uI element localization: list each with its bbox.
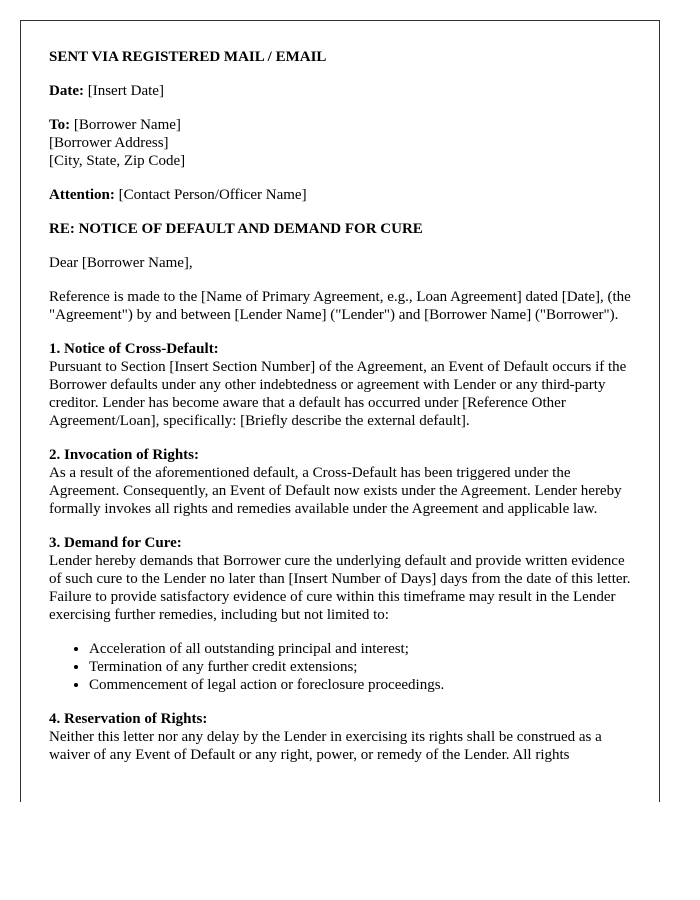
section-heading: 1. Notice of Cross-Default: [49,341,219,357]
date-line: Date: [Insert Date] [49,83,164,99]
remedies-list [49,640,631,694]
section-invocation [49,446,631,518]
section-demand [49,534,631,694]
recipient-block: To: [Borrower Name] [Borrower Address] [City, State, Zip Code] [49,117,186,169]
list-item: • Acceleration of all outstanding principal and interest; [89,640,631,658]
letter-page [20,20,660,802]
section-heading: 2. Invocation of Rights: [49,447,200,463]
section-body: As a result of the aforementioned default, a Cross-Default has been triggered under the Agreement. Consequently, an Event of Default now exists under the Agreement. Lender hereby formally invokes all rights and remedies available under the Agreement and applicable law. [49,465,622,517]
sent-via-line: SENT VIA REGISTERED MAIL / EMAIL [49,49,327,65]
intro-paragraph: Reference is made to the [Name of Primary Agreement, e.g., Loan Agreement] dated [Date], (the "Agreement") by and between [Lender Name] ("Lender") and [Borrower Name] ("Borrower"). [49,289,631,323]
section-cross-default [49,340,631,430]
section-body: Neither this letter nor any delay by the Lender in exercising its rights shall be construed as a waiver of any Event of Default or any right, power, or remedy of the Lender. All rights [49,729,602,763]
section-body: Pursuant to Section [Insert Section Number] of the Agreement, an Event of Default occurs if the Borrower defaults under any other indebtedness or agreement with Lender or any third-party creditor. Lender has become aware that a default has occurred under [Reference Other Agreement/Loan], specifically: [Briefly describe the external default]. [49,359,627,429]
section-body: Lender hereby demands that Borrower cure the underlying default and provide written evidence of such cure to the Lender no later than [Insert Number of Days] days from the date of this letter. Failure to provide satisfactory evidence of cure within this timeframe may result in the Lender exercising further remedies, including but not limited to: [49,553,631,623]
attention-line: Attention: [Contact Person/Officer Name] [49,187,307,203]
list-item: • Commencement of legal action or foreclosure proceedings. [89,676,631,694]
section-heading: 3. Demand for Cure: [49,535,182,551]
subject-line: RE: NOTICE OF DEFAULT AND DEMAND FOR CURE [49,221,423,237]
list-item: • Termination of any further credit extensions; [89,658,631,676]
salutation: Dear [Borrower Name], [49,255,193,271]
section-reservation [49,710,631,764]
section-heading: 4. Reservation of Rights: [49,711,208,727]
